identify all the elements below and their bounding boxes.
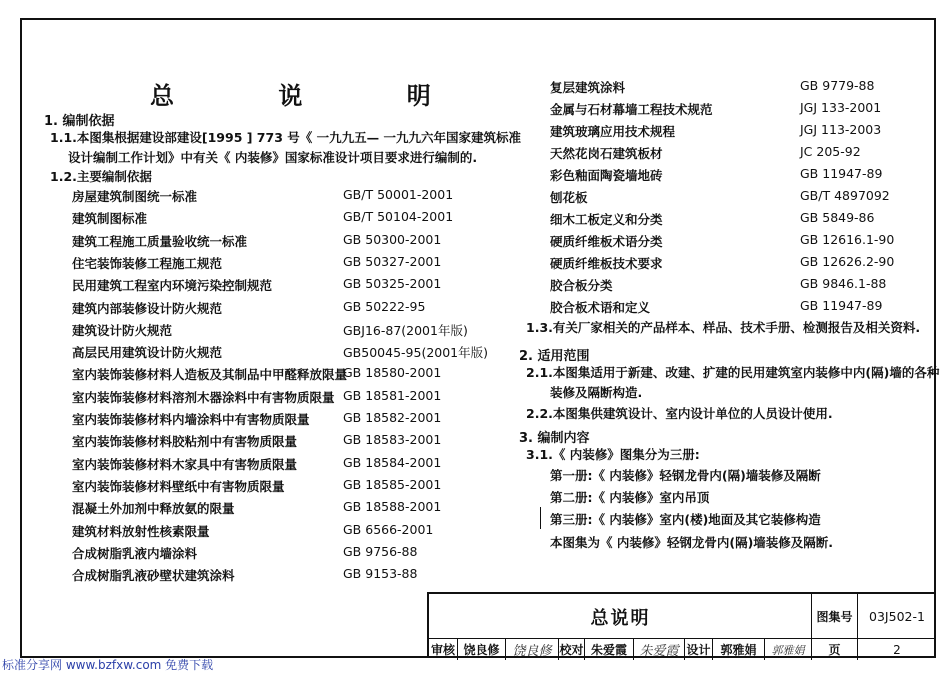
- standard-name: 胶合板术语和定义: [550, 300, 651, 315]
- reviewer-name: 饶良修: [463, 643, 500, 657]
- check-label: 校对: [559, 643, 584, 657]
- para-2-2: 2.2.本图集供建筑设计、室内设计单位的人员设计使用.: [526, 406, 833, 421]
- standard-name: 合成树脂乳液砂壁状建筑涂料: [72, 568, 235, 584]
- para-3-1: 3.1.《 内装修》图集分为三册:: [526, 447, 700, 462]
- standard-name: 建筑玻璃应用技术规程: [550, 124, 676, 139]
- standard-code: GB 50325-2001: [343, 276, 442, 292]
- standard-name: 金属与石材幕墙工程技术规范: [550, 102, 713, 117]
- standard-code: GB 5849-86: [800, 210, 875, 225]
- standard-code: GB 18582-2001: [343, 410, 442, 425]
- standard-code: GB/T 50001-2001: [343, 187, 454, 202]
- standard-name: 胶合板分类: [550, 278, 613, 293]
- standard-code: GB 18584-2001: [343, 454, 442, 470]
- atlas-note: 本图集为《 内装修》轻钢龙骨内(隔)墙装修及隔断.: [550, 535, 834, 550]
- para-1-1-line1: 1.1.本图集根据建设部建设[1995 ] 773 号《 一九九五— 一九九六年国家建筑标准: [50, 130, 521, 145]
- section-2-heading: 2. 适用范围: [519, 349, 590, 364]
- standard-name: 刨花板: [550, 190, 588, 205]
- standard-name: 复层建筑涂料: [550, 80, 626, 95]
- standard-name: 混凝土外加剂中释放氨的限量: [72, 501, 235, 517]
- atlas-number: 03J502-1: [869, 608, 925, 624]
- standard-code: GB 9779-88: [800, 78, 875, 93]
- reviewer-signature: 饶良修: [512, 644, 552, 659]
- standard-name: 室内装饰装修材料溶剂木器涂料中有害物质限量: [72, 389, 335, 405]
- standard-name: 建筑工程施工质量验收统一标准: [72, 233, 248, 249]
- standard-name: 建筑内部装修设计防火规范: [72, 300, 223, 316]
- para-1-3: 1.3.有关厂家相关的产品样本、样品、技术手册、检测报告及相关资料.: [526, 320, 921, 335]
- standard-name: 室内装饰装修材料胶粘剂中有害物质限量: [72, 434, 298, 450]
- standard-name: 合成树脂乳液内墙涂料: [72, 545, 198, 561]
- checker-name: 朱爱霞: [590, 643, 627, 657]
- standard-code: GB 18585-2001: [343, 476, 442, 492]
- standard-name: 建筑材料放射性核素限量: [72, 523, 210, 539]
- standard-code: GB 18581-2001: [343, 387, 442, 403]
- standard-code: GB 11947-89: [800, 298, 883, 313]
- page-number: 2: [893, 642, 901, 657]
- standard-code: GB 12616.1-90: [800, 232, 895, 247]
- standard-name: 住宅装饰装修工程施工规范: [72, 255, 223, 271]
- standard-code: GB/T 4897092: [800, 188, 890, 203]
- standard-name: 室内装饰装修材料内墙涂料中有害物质限量: [72, 412, 310, 427]
- section-3-heading: 3. 编制内容: [519, 431, 590, 446]
- standard-code: GB 9756-88: [343, 543, 418, 559]
- standard-name: 硬质纤维板技术要求: [550, 256, 663, 271]
- atlas-number-label: 图集号: [816, 609, 853, 624]
- standard-name: 高层民用建筑设计防火规范: [72, 345, 223, 361]
- page-label: 页: [828, 643, 841, 657]
- standard-code: JGJ 133-2001: [800, 100, 882, 115]
- standard-code: GB 50300-2001: [343, 231, 442, 247]
- standard-name: 室内装饰装修材料木家具中有害物质限量: [72, 456, 298, 472]
- para-2-1-line1: 2.1.本图集适用于新建、改建、扩建的民用建筑室内装修中内(隔)墙的各种: [526, 365, 940, 380]
- standard-code: JC 205-92: [800, 144, 861, 159]
- standard-code: GB 50222-95: [343, 298, 426, 314]
- section-1-heading: 1. 编制依据: [44, 114, 115, 129]
- standard-name: 民用建筑工程室内环境污染控制规范: [72, 278, 273, 294]
- standard-code: GB 18583-2001: [343, 432, 442, 448]
- standard-code: GB/T 50104-2001: [343, 209, 454, 225]
- standard-code: GB 12626.2-90: [800, 254, 895, 269]
- standard-code: GB 9846.1-88: [800, 276, 887, 291]
- para-1-1-line2: 设计编制工作计划》中有关《 内装修》国家标准设计项目要求进行编制的.: [68, 150, 478, 165]
- design-label: 设计: [686, 643, 711, 657]
- checker-signature: 朱爱霞: [639, 644, 679, 659]
- standard-code: GB 18588-2001: [343, 499, 442, 515]
- standard-name: 细木工板定义和分类: [550, 212, 663, 227]
- title-block: [427, 592, 936, 658]
- revision-mark: [540, 507, 541, 529]
- standard-name: 彩色釉面陶瓷墙地砖: [550, 168, 663, 183]
- standard-code: GB 9153-88: [343, 566, 418, 582]
- designer-name: 郭雅娟: [720, 643, 757, 657]
- volume-3: 第三册:《 内装修》室内(楼)地面及其它装修构造: [550, 512, 821, 527]
- standard-name: 建筑设计防火规范: [72, 322, 173, 338]
- volume-2: 第二册:《 内装修》室内吊顶: [550, 490, 710, 505]
- standard-name: 建筑制图标准: [72, 211, 148, 227]
- standard-code: GB 6566-2001: [343, 521, 434, 537]
- standard-name: 硬质纤维板术语分类: [550, 234, 663, 249]
- standard-name: 室内装饰装修材料壁纸中有害物质限量: [72, 478, 285, 494]
- standard-code: JGJ 113-2003: [800, 122, 882, 137]
- standard-code: GBJ16-87(2001年版): [343, 322, 468, 338]
- review-label: 审核: [430, 643, 455, 657]
- standard-code: GB 11947-89: [800, 166, 883, 181]
- para-1-2: 1.2.主要编制依据: [50, 169, 152, 184]
- volume-1: 第一册:《 内装修》轻钢龙骨内(隔)墙装修及隔断: [550, 468, 821, 483]
- standard-name: 室内装饰装修材料人造板及其制品中甲醛释放限量: [72, 367, 348, 383]
- para-2-1-line2: 装修及隔断构造.: [550, 385, 643, 400]
- standard-code: GB 50327-2001: [343, 253, 442, 269]
- designer-signature: 郭雅娟: [771, 643, 805, 657]
- page-title: 总 说 明: [150, 82, 479, 110]
- standard-code: GB50045-95(2001年版): [343, 345, 489, 361]
- title-block-title: 总说明: [590, 607, 651, 629]
- standard-name: 房屋建筑制图统一标准: [72, 189, 198, 204]
- footer-watermark[interactable]: 标准分享网 www.bzfxw.com 免费下载: [2, 658, 214, 672]
- standard-name: 天然花岗石建筑板材: [550, 146, 663, 161]
- standard-code: GB 18580-2001: [343, 365, 442, 381]
